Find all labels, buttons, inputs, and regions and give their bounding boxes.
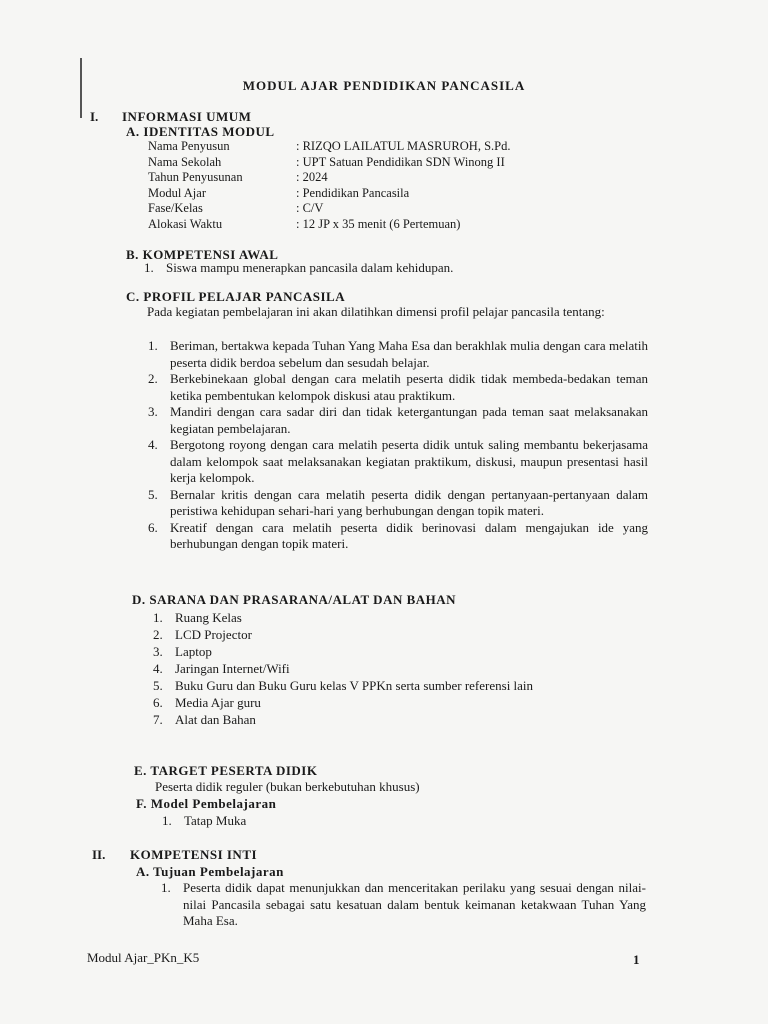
identity-value: : RIZQO LAILATUL MASRUROH, S.Pd.	[296, 139, 511, 153]
subsection-e-title: E. TARGET PESERTA DIDIK	[134, 763, 318, 778]
list-number: 4.	[153, 661, 163, 676]
list-item	[148, 371, 648, 404]
list-number: 3.	[148, 404, 158, 419]
list-item	[162, 813, 462, 830]
list-text: Tatap Muka	[184, 813, 247, 828]
list-text: Kreatif dengan cara melatih peserta didik berinovasi dalam mengajukan ide yang berhubungan dengan topik materi.	[170, 519, 648, 551]
identity-value: : UPT Satuan Pendidikan SDN Winong II	[296, 154, 505, 169]
subsection-c-title: C. PROFIL PELAJAR PANCASILA	[126, 289, 346, 304]
competence-list	[144, 260, 644, 277]
model-list	[162, 813, 462, 830]
list-item	[153, 677, 633, 694]
section-2-number: II.	[92, 847, 106, 862]
list-number: 4.	[148, 437, 158, 452]
subsection-f-title: F. Model Pembelajaran	[136, 796, 277, 811]
section-2-title: KOMPETENSI INTI	[130, 847, 258, 862]
list-number: 1.	[162, 813, 172, 828]
list-item	[161, 880, 646, 930]
objective-list	[161, 880, 646, 930]
list-item	[153, 626, 633, 643]
list-item	[153, 643, 633, 660]
identity-row	[148, 170, 510, 186]
identity-value: : Pendidikan Pancasila	[296, 185, 410, 200]
target-text: Peserta didik reguler (bukan berkebutuhan khusus)	[155, 779, 420, 794]
list-number: 1.	[153, 610, 163, 625]
identity-row	[148, 217, 510, 233]
list-item	[148, 404, 648, 437]
list-text: Bergotong royong dengan cara melatih peserta didik untuk saling membantu bekerjasama dalam kelompok saat melaksanakan kegiatan praktikum, diskusi, maupun presentasi hasil kerja kelompok.	[170, 437, 648, 485]
list-text: Mandiri dengan cara sadar diri dan tidak ketergantungan pada teman saat melaksanakan kegiatan pembelajaran.	[170, 404, 648, 436]
list-text: Jaringan Internet/Wifi	[175, 661, 290, 676]
list-number: 1.	[148, 338, 158, 353]
list-item	[153, 694, 633, 711]
list-text: LCD Projector	[175, 627, 252, 642]
list-number: 5.	[153, 678, 163, 693]
list-number: 6.	[153, 695, 163, 710]
profile-intro: Pada kegiatan pembelajaran ini akan dilatihkan dimensi profil pelajar pancasila tentang:	[147, 304, 605, 319]
list-text: Buku Guru dan Buku Guru kelas V PPKn serta sumber referensi lain	[175, 678, 534, 693]
list-text: Siswa mampu menerapkan pancasila dalam kehidupan.	[166, 260, 454, 275]
profile-list	[148, 338, 648, 553]
list-number: 6.	[148, 519, 158, 535]
identity-label: Nama Penyusun	[148, 139, 230, 153]
identity-label: Alokasi Waktu	[148, 216, 223, 231]
identity-row	[148, 186, 510, 202]
list-text: Media Ajar guru	[175, 695, 261, 710]
subsection-d-title: D. SARANA DAN PRASARANA/ALAT DAN BAHAN	[132, 592, 457, 607]
list-number: 5.	[148, 486, 158, 502]
list-text: Ruang Kelas	[175, 610, 242, 625]
list-item	[144, 260, 644, 277]
list-item	[148, 338, 648, 371]
list-text: Alat dan Bahan	[175, 712, 256, 727]
list-item	[153, 609, 633, 626]
identity-table	[148, 139, 510, 232]
page-number: 1	[633, 952, 640, 967]
list-number: 7.	[153, 712, 163, 727]
list-number: 1.	[144, 260, 154, 275]
subsection-2a-title: A. Tujuan Pembelajaran	[136, 864, 284, 879]
list-item	[153, 711, 633, 728]
list-text: Beriman, bertakwa kepada Tuhan Yang Maha Esa dan berakhlak mulia dengan cara melatih peserta didik berdoa sebelum dan sesudah belajar.	[170, 338, 648, 370]
identity-row	[148, 139, 510, 155]
identity-row	[148, 155, 510, 171]
list-number: 2.	[153, 627, 163, 642]
list-number: 3.	[153, 644, 163, 659]
list-item	[148, 487, 648, 520]
list-number: 2.	[148, 371, 158, 386]
identity-label: Tahun Penyusunan	[148, 170, 243, 184]
identity-label: Fase/Kelas	[148, 201, 203, 215]
section-1-number: I.	[90, 109, 99, 124]
list-text: Berkebinekaan global dengan cara melatih peserta didik tidak membeda-bedakan teman ketika pembentukan kelompok diskusi atau praktikum.	[170, 371, 648, 403]
list-text: Peserta didik dapat menunjukkan dan menceritakan perilaku yang sesuai dengan nilai-nilai Pancasila sebagai satu kesatuan dalam bentuk keimanan ketakwaan Tuhan Yang Maha Esa.	[183, 880, 646, 928]
facilities-list	[153, 609, 633, 728]
identity-value: : C/V	[296, 201, 324, 215]
subsection-b-title: B. KOMPETENSI AWAL	[126, 247, 279, 262]
section-1-title: INFORMASI UMUM	[122, 109, 252, 124]
identity-value: : 2024	[296, 170, 328, 184]
list-number: 1.	[161, 880, 171, 895]
subsection-a-title: A. IDENTITAS MODUL	[126, 124, 275, 139]
list-item	[148, 437, 648, 487]
identity-value: : 12 JP x 35 menit (6 Pertemuan)	[296, 216, 461, 231]
identity-label: Nama Sekolah	[148, 154, 222, 169]
document-title: MODUL AJAR PENDIDIKAN PANCASILA	[242, 78, 526, 93]
list-item	[153, 660, 633, 677]
identity-row	[148, 201, 510, 217]
footer-label: Modul Ajar_PKn_K5	[87, 950, 200, 965]
identity-label: Modul Ajar	[148, 185, 206, 200]
list-text: Bernalar kritis dengan cara melatih peserta didik dengan pertanyaan-pertanyaan dalam peristiwa kehidupan sehari-hari yang berhubungan dengan topik materi.	[170, 486, 648, 518]
list-item	[148, 520, 648, 553]
list-text: Laptop	[175, 644, 212, 659]
